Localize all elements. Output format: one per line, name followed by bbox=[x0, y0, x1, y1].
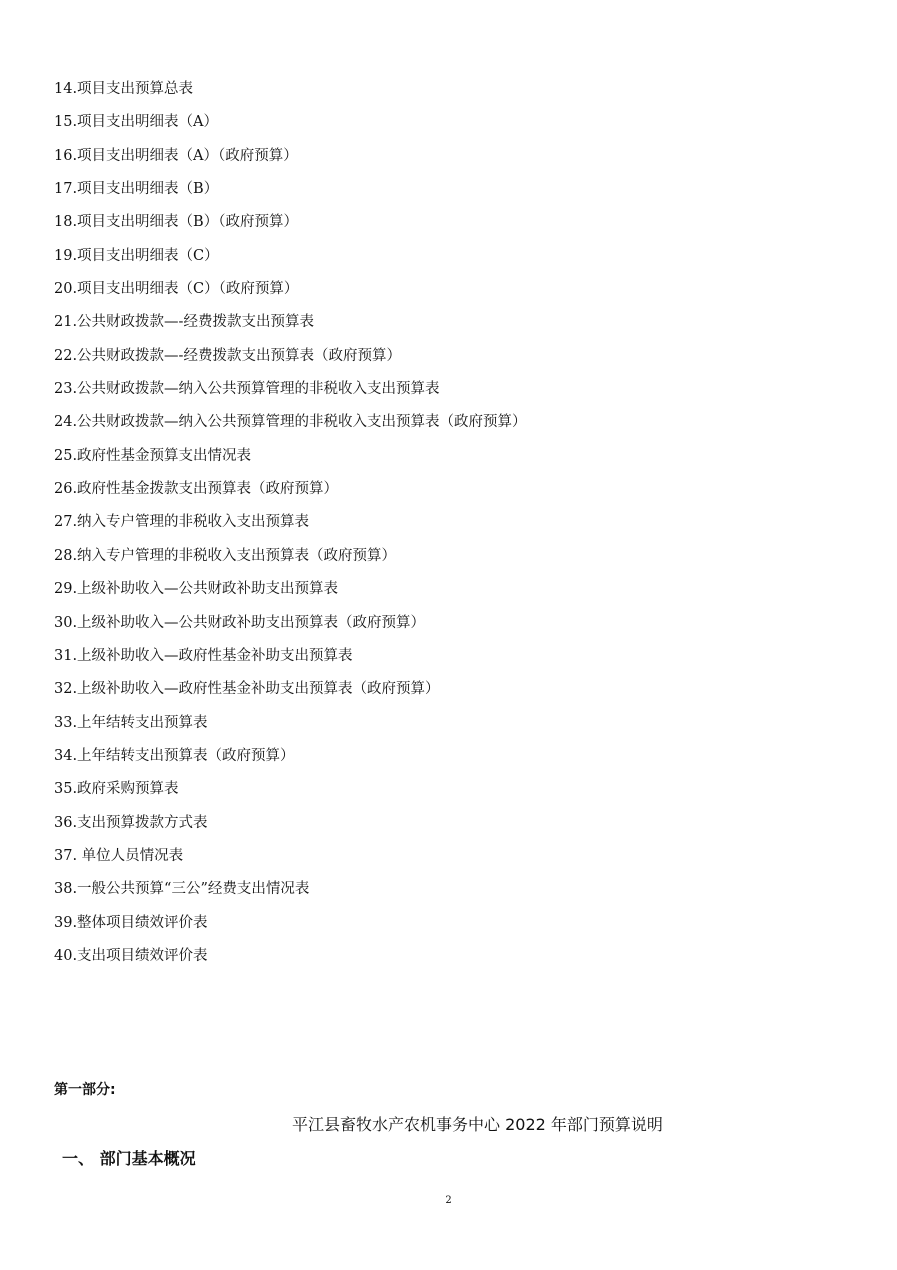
section-heading: 一、 部门基本概况 bbox=[62, 1149, 196, 1168]
part-label: 第一部分: bbox=[54, 1082, 116, 1098]
toc-item: 18.项目支出明细表（B）（政府预算） bbox=[54, 214, 298, 231]
toc-item: 31.上级补助收入—政府性基金补助支出预算表 bbox=[54, 647, 353, 664]
toc-item: 30.上级补助收入—公共财政补助支出预算表（政府预算） bbox=[54, 614, 426, 631]
toc-item: 25.政府性基金预算支出情况表 bbox=[54, 447, 252, 464]
toc-item: 22.公共财政拨款—-经费拨款支出预算表（政府预算） bbox=[54, 347, 401, 364]
toc-item: 36.支出预算拨款方式表 bbox=[54, 814, 208, 831]
toc-item: 19.项目支出明细表（C） bbox=[54, 247, 219, 264]
toc-item: 37. 单位人员情况表 bbox=[54, 847, 184, 864]
toc-item: 33.上年结转支出预算表 bbox=[54, 714, 208, 731]
toc-item: 39.整体项目绩效评价表 bbox=[54, 914, 208, 931]
toc-item: 40.支出项目绩效评价表 bbox=[54, 947, 208, 964]
toc-item: 16.项目支出明细表（A）（政府预算） bbox=[54, 147, 298, 164]
toc-item: 34.上年结转支出预算表（政府预算） bbox=[54, 747, 295, 764]
toc-item: 26.政府性基金拨款支出预算表（政府预算） bbox=[54, 481, 339, 498]
toc-item: 21.公共财政拨款—-经费拨款支出预算表 bbox=[54, 314, 314, 331]
toc-item: 23.公共财政拨款—纳入公共预算管理的非税收入支出预算表 bbox=[54, 381, 440, 398]
toc-item: 15.项目支出明细表（A） bbox=[54, 114, 219, 131]
toc-item: 20.项目支出明细表（C）（政府预算） bbox=[54, 281, 299, 298]
document-title: 平江县畜牧水产农机事务中心 2022 年部门预算说明 bbox=[292, 1115, 663, 1134]
toc-item: 28.纳入专户管理的非税收入支出预算表（政府预算） bbox=[54, 547, 397, 564]
page-number: 2 bbox=[445, 1195, 452, 1206]
toc-item: 38.一般公共预算“三公”经费支出情况表 bbox=[54, 881, 310, 898]
toc-item: 14.项目支出预算总表 bbox=[54, 81, 194, 97]
toc-item: 24.公共财政拨款—纳入公共预算管理的非税收入支出预算表（政府预算） bbox=[54, 414, 527, 431]
toc-item: 35.政府采购预算表 bbox=[54, 781, 179, 798]
toc-item: 27.纳入专户管理的非税收入支出预算表 bbox=[54, 514, 310, 531]
toc-item: 29.上级补助收入—公共财政补助支出预算表 bbox=[54, 581, 339, 598]
table-of-contents bbox=[54, 78, 527, 978]
toc-item: 32.上级补助收入—政府性基金补助支出预算表（政府预算） bbox=[54, 681, 440, 698]
toc-item: 17.项目支出明细表（B） bbox=[54, 181, 219, 198]
